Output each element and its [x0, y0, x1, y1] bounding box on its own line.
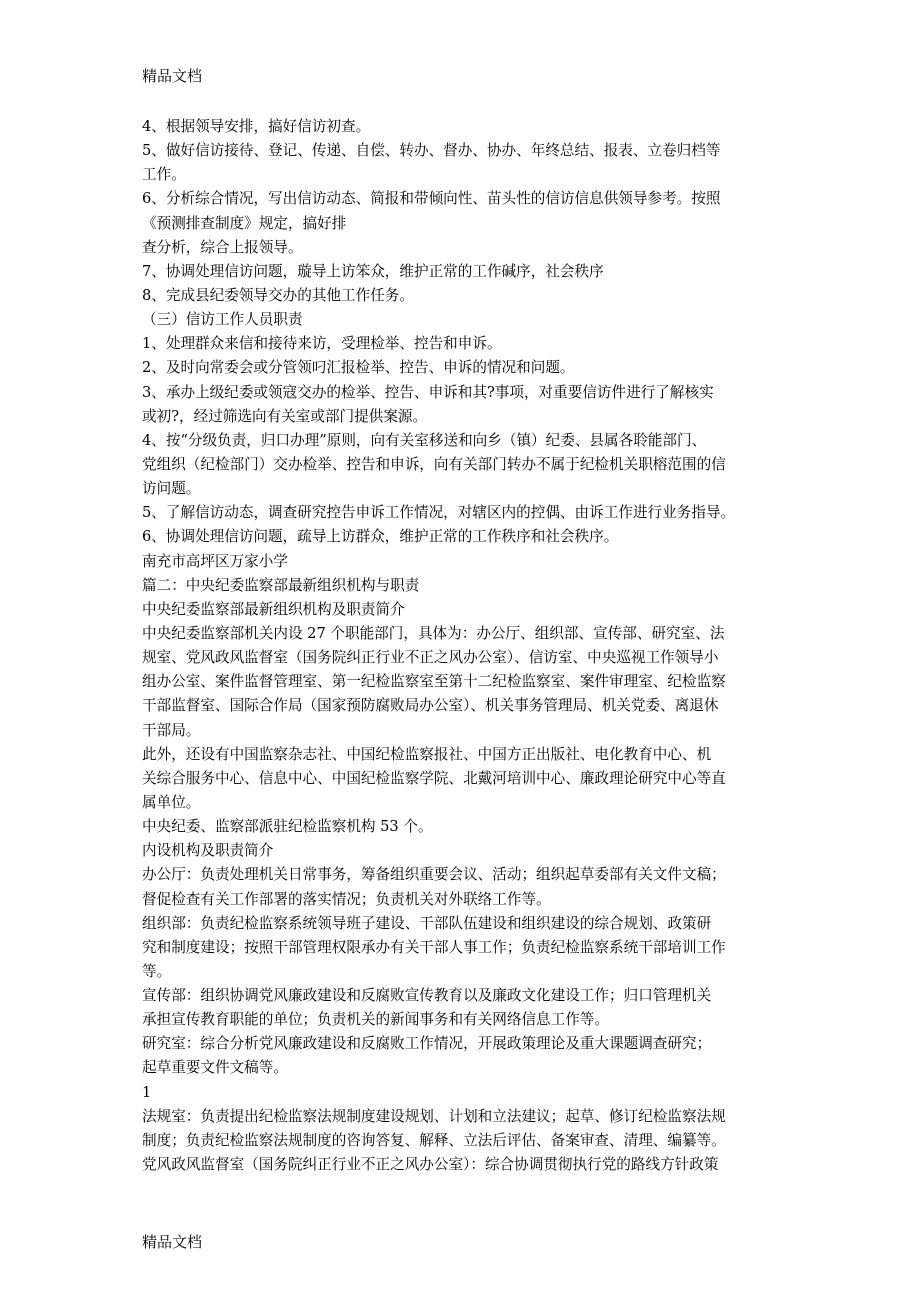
text-line: 1 [142, 1083, 152, 1101]
text-line: 研究室：综合分析党风廉政建设和反腐败工作情况，开展政策理论及重大课题调查研究； [142, 1035, 712, 1053]
text-line: 6、协调处理信访问题，疏导上访群众，维护正常的工作秩序和社会秩序。 [142, 528, 619, 546]
text-line: 篇二：中央纪委监察部最新组织机构与职责 [142, 576, 420, 594]
text-line: 等。 [142, 962, 172, 980]
text-line: 制度；负责纪检监察法规制度的咨询答复、解释、立法后评估、备案审查、清理、编纂等。 [142, 1131, 726, 1149]
text-line: 法规室：负责提出纪检监察法规制度建设规划、计划和立法建议；起草、修订纪检监察法规 [142, 1107, 726, 1125]
text-line: 组办公室、案件监督管理室、第一纪检监察室至第十二纪检监察室、案件审理室、纪检监察 [142, 673, 726, 691]
text-line: （三）信访工作人员职责 [142, 311, 303, 329]
text-line: 访问题。 [142, 480, 201, 498]
text-line: 干部监督室、国际合作局（国家预防腐败局办公室）、机关事务管理局、机关党委、离退休 [142, 697, 719, 715]
text-line: 规室、党风政风监督室（国务院纠正行业不正之风办公室）、信访室、中央巡视工作领导小 [142, 649, 719, 667]
text-line: 南充市高坪区万家小学 [142, 552, 288, 570]
document-body [142, 115, 792, 1177]
text-line: 中央纪委、监察部派驻纪检监察机构 53 个。 [142, 818, 433, 836]
text-line: 党风政风监督室（国务院纠正行业不正之风办公室）：综合协调贯彻执行党的路线方针政策 [142, 1156, 719, 1174]
text-line: 4、按“分级负责，归口办理”原则，向有关室移送和向乡（镇）纪委、县属各聆能部门、 [142, 431, 707, 449]
text-line: 8、完成县纪委领导交办的其他工作任务。 [142, 286, 414, 304]
text-line: 7、协调处理信访问题，璇导上访笨众，维护正常的工作碱序，社会秩序 [142, 262, 604, 280]
text-line: 中央纪委监察部机关内设 27 个职能部门，具体为：办公厅、组织部、宣传部、研究室、法 [142, 624, 725, 642]
text-line: 究和制度建设；按照干部管理权限承办有关干部人事工作；负责纪检监察系统干部培训工作 [142, 938, 726, 956]
text-line: 党组织（纪检部门）交办检举、控告和申诉，向有关部门转办不属于纪检机关职榕范围的信 [142, 455, 726, 473]
text-line: 6、分析综合情况，写出信访动态、简报和带倾向性、苗头性的信访信息供领导参考。按照 [142, 190, 721, 208]
text-line: 办公厅：负责处理机关日常事务，筹备组织重要会议、活动；组织起草委部有关文件文稿； [142, 866, 726, 884]
text-line: 4、根据领导安排，搞好信访初查。 [142, 118, 371, 135]
text-line: 属单位。 [142, 793, 201, 811]
page-footer-mark: 精品文档 [142, 1233, 203, 1251]
text-line: 承担宣传教育职能的单位；负责机关的新闻事务和有关网络信息工作等。 [142, 1011, 610, 1029]
text-line: 组织部：负责纪检监察系统领导班子建设、干部队伍建设和组织建设的综合规划、政策研 [142, 914, 712, 932]
text-line: 宣传部：组织协调党风廉政建设和反腐败宣传教育以及廉政文化建设工作；归口管理机关 [142, 987, 712, 1005]
text-line: 或初?，经过筛选向有关室或部门提供案源。 [142, 407, 428, 425]
text-line: 5、做好信访接待、登记、传递、自偿、转办、督办、协办、年终总结、报表、立卷归档等 [142, 142, 721, 160]
text-line: 干部局。 [142, 721, 201, 739]
text-line: 督促检查有关工作部署的落实情况；负责机关对外联络工作等。 [142, 890, 551, 908]
text-line: 此外，还设有中国监察杂志社、中国纪检监察报社、中国方正出版社、电化教育中心、机 [142, 745, 712, 763]
text-line: 2、及时向常委会或分管领叼汇报检举、控告、申诉的情况和问题。 [142, 359, 575, 377]
text-line: 5、了解信访动态，调查研究控告申诉工作情况，对辖区内的控偶、由诉工作进行业务指导。 [142, 504, 736, 522]
text-line: 中央纪委监察部最新组织机构及职责简介 [142, 600, 405, 618]
text-line: 工作。 [142, 166, 186, 184]
text-line: 1、处理群众来信和接待来访，受理检举、控告和申诉。 [142, 335, 502, 353]
text-line: 3、承办上级纪委或领寇交办的检举、控告、申诉和其?事项，对重要信访件进行了解核实 [142, 383, 714, 401]
page-header-mark: 精品文档 [142, 67, 203, 85]
text-line: 内设机构及职责简介 [142, 842, 274, 860]
text-line: 关综合服务中心、信息中心、中国纪检监察学院、北戴河培训中心、廉政理论研究中心等直 [142, 769, 726, 787]
text-line: 查分析，综合上报领导。 [142, 238, 303, 256]
text-line: 起草重要文件文稿等。 [142, 1059, 288, 1077]
text-line: 《预测排查制度》规定，搞好排 [142, 214, 347, 232]
